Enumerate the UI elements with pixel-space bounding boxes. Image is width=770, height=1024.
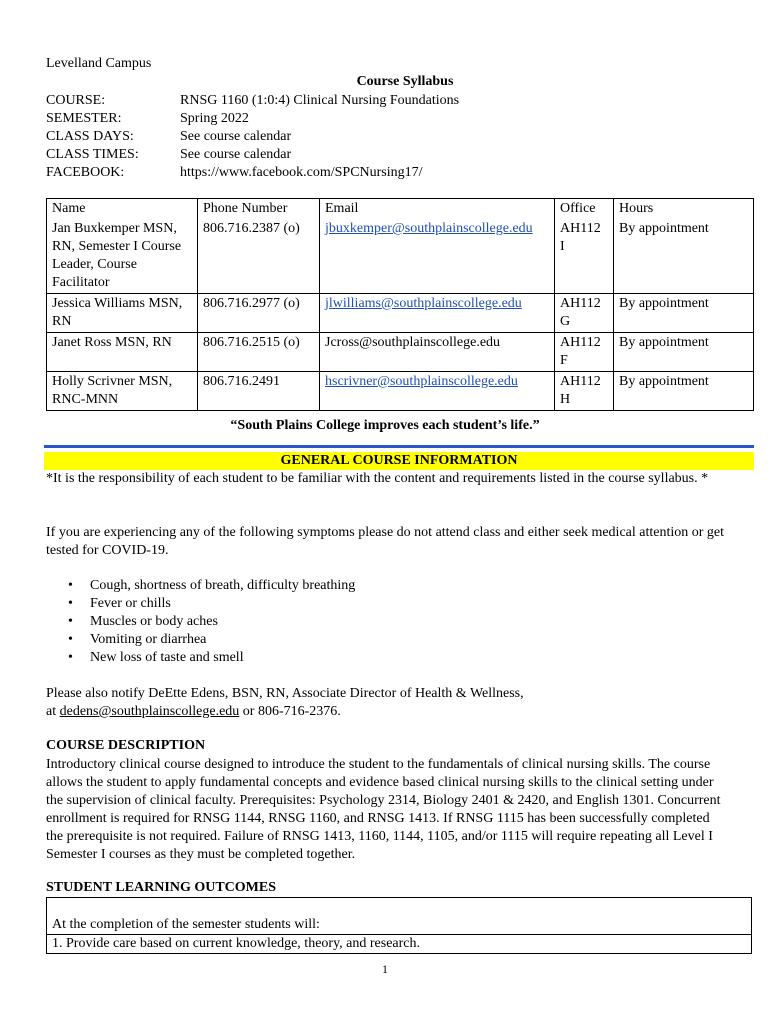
- list-item: [46, 613, 355, 631]
- meta-label: CLASS DAYS:: [46, 129, 134, 144]
- staff-email-link[interactable]: jlwilliams@southplainscollege.edu: [325, 296, 522, 311]
- header-office: Office: [555, 199, 614, 220]
- staff-email: Jcross@southplainscollege.edu: [320, 333, 555, 372]
- bullet-icon: •: [68, 650, 73, 665]
- table-row: [47, 219, 754, 294]
- staff-email-cell: [320, 294, 555, 333]
- meta-row-semester: [46, 110, 459, 128]
- symptom-text: Cough, shortness of breath, difficulty breathing: [90, 578, 356, 593]
- symptom-list: [46, 577, 355, 667]
- meta-label: COURSE:: [46, 93, 106, 108]
- staff-name: Jan Buxkemper MSN, RN, Semester I Course Leader, Course Facilitator: [47, 219, 198, 294]
- meta-value: See course calendar: [180, 147, 292, 162]
- symptom-text: Muscles or body aches: [90, 614, 218, 629]
- covid-notice: If you are experiencing any of the following symptoms please do not attend class and either seek medical attention or get tested for COVID-19.: [46, 525, 725, 558]
- meta-row-class-times: [46, 146, 459, 164]
- meta-row-course: [46, 92, 459, 110]
- learning-outcomes-table: [46, 897, 752, 954]
- symptom-text: Fever or chills: [90, 596, 171, 611]
- staff-office: AH112 H: [555, 372, 614, 411]
- notify-paragraph: [46, 685, 736, 721]
- course-description-text: Introductory clinical course designed to introduce the student to the fundamentals of clinical nursing skills. The course allows the student to apply fundamental concepts and evidence based clinical nursing skills to the clinical setting under the supervision of clinical faculty. Prerequisites: Psychology 2314, Biology 2401 & 2420, and English 1301. Concurrent enrollment is required for RNSG 1144, RNSG 1160, and RNSG 1413. If RNSG 1115 has been successfully completed the prerequisite is not required. Failure of RNSG 1413, 1160, 1144, 1105, and/or 1115 will require repeating all Level I Semester I courses as they must be completed together.: [46, 757, 721, 862]
- staff-table-header: [47, 199, 754, 220]
- table-row: [47, 898, 752, 935]
- staff-name: Jessica Williams MSN, RN: [47, 294, 198, 333]
- meta-value: See course calendar: [180, 129, 292, 144]
- course-meta: [46, 92, 459, 182]
- staff-name: Holly Scrivner MSN, RNC-MNN: [47, 372, 198, 411]
- learning-outcomes-heading: STUDENT LEARNING OUTCOMES: [46, 880, 277, 895]
- campus-label: Levelland Campus: [46, 56, 152, 71]
- header-email: Email: [320, 199, 555, 220]
- symptom-text: New loss of taste and smell: [90, 650, 244, 665]
- staff-hours: By appointment: [614, 333, 754, 372]
- staff-phone: 806.716.2491: [198, 372, 320, 411]
- meta-label: CLASS TIMES:: [46, 147, 139, 162]
- list-item: [46, 577, 355, 595]
- staff-email-link[interactable]: jbuxkemper@southplainscollege.edu: [325, 221, 533, 236]
- responsibility-note: *It is the responsibility of each student to be familiar with the content and requirements listed in the course syllabus. *: [46, 471, 709, 486]
- notify-suffix: or 806-716-2376.: [239, 704, 341, 719]
- college-motto: “South Plains College improves each student’s life.”: [230, 418, 540, 433]
- course-description-heading: COURSE DESCRIPTION: [46, 738, 206, 753]
- meta-label: SEMESTER:: [46, 111, 122, 126]
- bullet-icon: •: [68, 596, 73, 611]
- bullet-icon: •: [68, 614, 73, 629]
- staff-phone: 806.716.2515 (o): [198, 333, 320, 372]
- table-row: [47, 294, 754, 333]
- outcome-item: 1. Provide care based on current knowledge, theory, and research.: [47, 935, 752, 954]
- page-number: 1: [382, 962, 388, 976]
- staff-phone: 806.716.2977 (o): [198, 294, 320, 333]
- meta-row-facebook: [46, 164, 459, 182]
- staff-hours: By appointment: [614, 372, 754, 411]
- staff-email-cell: [320, 372, 555, 411]
- list-item: [46, 649, 355, 667]
- staff-email-link[interactable]: hscrivner@southplainscollege.edu: [325, 374, 518, 389]
- table-row: [47, 372, 754, 411]
- staff-phone: 806.716.2387 (o): [198, 219, 320, 294]
- header-phone: Phone Number: [198, 199, 320, 220]
- notify-email-link[interactable]: dedens@southplainscollege.edu: [59, 704, 240, 719]
- table-row: [47, 333, 754, 372]
- staff-office: AH112 G: [555, 294, 614, 333]
- staff-office: AH112 I: [555, 219, 614, 294]
- staff-email-cell: [320, 219, 555, 294]
- table-row: [47, 935, 752, 954]
- bullet-icon: •: [68, 632, 73, 647]
- notify-contact-line: [46, 703, 736, 721]
- staff-office: AH112 F: [555, 333, 614, 372]
- facebook-url: https://www.facebook.com/SPCNursing17/: [180, 165, 423, 180]
- meta-label: FACEBOOK:: [46, 165, 125, 180]
- meta-value: Spring 2022: [180, 111, 249, 126]
- bullet-icon: •: [68, 578, 73, 593]
- notify-line: Please also notify DeEtte Edens, BSN, RN, Associate Director of Health & Wellness,: [46, 686, 524, 701]
- staff-hours: By appointment: [614, 219, 754, 294]
- header-name: Name: [47, 199, 198, 220]
- outcomes-intro: At the completion of the semester students will:: [47, 898, 752, 935]
- general-info-heading: GENERAL COURSE INFORMATION: [44, 452, 754, 470]
- meta-row-class-days: [46, 128, 459, 146]
- list-item: [46, 631, 355, 649]
- meta-value: RNSG 1160 (1:0:4) Clinical Nursing Foundations: [180, 93, 460, 108]
- symptom-text: Vomiting or diarrhea: [90, 632, 207, 647]
- staff-name: Janet Ross MSN, RN: [47, 333, 198, 372]
- list-item: [46, 595, 355, 613]
- section-divider: [44, 445, 754, 448]
- staff-table: [46, 198, 754, 411]
- header-hours: Hours: [614, 199, 754, 220]
- staff-hours: By appointment: [614, 294, 754, 333]
- notify-prefix: at: [46, 704, 60, 719]
- page-title: Course Syllabus: [356, 74, 454, 89]
